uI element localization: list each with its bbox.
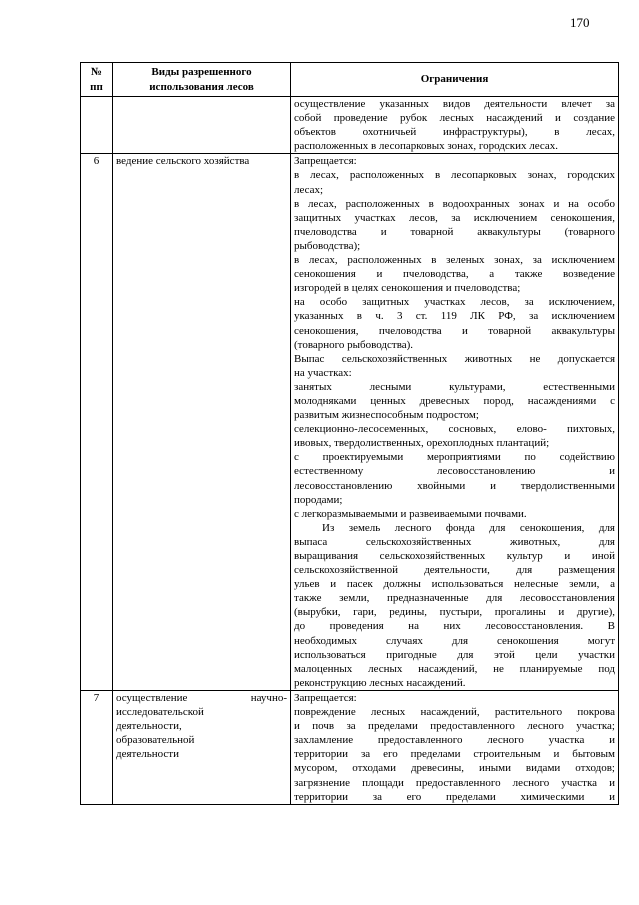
text-line: с легкоразмываемыми и развеиваемыми почвами. — [294, 507, 527, 520]
text-line: собой проведение рубок лесных насаждений и создание — [294, 112, 615, 125]
text-line: ульев и пасек должны использоваться нелесные земли, а — [294, 578, 615, 591]
text-line: до проведения на них лесовосстановления. В — [294, 620, 615, 633]
text-line: загрязнение площади предоставленного лесного участка и — [294, 776, 615, 789]
text-line: повреждение лесных насаждений, растительного покрова — [294, 706, 615, 719]
text-line: объектов охотничьей инфраструктуры), в лесах, — [294, 126, 615, 139]
text-line: молодняками ценных древесных пород, насаждениями с — [294, 394, 615, 407]
text-line: на особо защитных участках лесов, за исключением, — [294, 296, 615, 309]
text-line: осуществление указанных видов деятельности влечет за — [294, 98, 615, 110]
cell-num: 6 — [81, 154, 113, 691]
page-number: 170 — [570, 15, 590, 30]
text-line: захламление предоставленного лесного участка и — [294, 734, 615, 747]
text-line: выпаса сельскохозяйственных животных, для — [294, 535, 615, 548]
cell-kind — [113, 690, 291, 804]
header-kind: Виды разрешенного использования лесов — [113, 63, 291, 97]
text-line: занятых лесными культурами, естественными — [294, 380, 615, 393]
table-row-7 — [81, 690, 619, 804]
text-line: ивовых, твердолиственных, орехоплодных плантаций; — [294, 437, 550, 450]
text-line: Выпас сельскохозяйственных животных не допускается — [294, 352, 615, 365]
text-line: пчеловодства и товарной аквакультуры (товарного — [294, 225, 615, 238]
text-line: и почв за пределами предоставленного лесного участка; — [294, 720, 615, 733]
text-line: в лесах, расположенных в водоохранных зонах и на особо — [294, 197, 615, 210]
cell-restrictions-continuation — [291, 97, 619, 154]
header-num: № пп — [81, 63, 113, 97]
text-line: сенокошения и пчеловодства, а также возведение — [294, 268, 615, 281]
text-line: расположенных в лесопарковых зонах, городских лесах. — [294, 140, 559, 153]
header-restrictions: Ограничения — [291, 63, 619, 97]
text-line: с проектируемыми мероприятиями по содействию — [294, 451, 615, 464]
cell-kind: ведение сельского хозяйства — [113, 154, 291, 691]
text-line: указанных в ч. 3 ст. 119 ЛК РФ, за исключением — [294, 310, 615, 323]
kind-word: осуществление — [116, 691, 188, 704]
text-line: защитных участках лесов, за исключением сенокошения, — [294, 211, 615, 224]
restrictions-table — [80, 62, 619, 805]
text-line: Запрещается: — [294, 155, 357, 168]
text-line: необходимых случаях для сенокошения могут — [294, 634, 615, 647]
cell-restrictions — [291, 154, 619, 691]
cell-num: 7 — [81, 690, 113, 804]
text-line: территории за его пределами химическими и — [294, 790, 615, 803]
kind-first-line — [116, 691, 287, 705]
text-line: рыбоводства); — [294, 239, 361, 252]
text-line: сельскохозяйственной деятельности, для размещения — [294, 564, 615, 577]
table-row-continuation — [81, 97, 619, 154]
kind-line: исследовательской — [116, 706, 204, 719]
text-line: территории за его пределами строительным и бытовым — [294, 748, 615, 761]
cell-num-empty — [81, 97, 113, 154]
kind-line: деятельности — [116, 748, 179, 761]
text-line: малоценных лесных насаждений, не планируемые под — [294, 662, 615, 675]
text-line: Запрещается: — [294, 691, 357, 704]
text-line: (вырубки, гари, редины, пустыри, прогалины и другие), — [294, 606, 615, 619]
text-line: естественному лесовосстановлению и — [294, 465, 615, 478]
text-line: лесовосстановлению хвойными и твердолиственными — [294, 479, 615, 492]
text-line: развитым жизнеспособным подростом; — [294, 409, 479, 422]
text-line: на участках: — [294, 366, 352, 379]
kind-line: деятельности, — [116, 720, 182, 733]
text-line: селекционно-лесосеменных, сосновых, елово- пихтовых, — [294, 423, 615, 436]
text-line: породами; — [294, 493, 343, 506]
text-line: изгородей в целях сенокошения и пчеловодства; — [294, 282, 521, 295]
text-line: реконструкцию лесных насаждений. — [294, 676, 466, 689]
cell-restrictions — [291, 690, 619, 804]
text-line: выращивания сельскохозяйственных культур и иной — [294, 550, 615, 562]
kind-line: образовательной — [116, 734, 195, 747]
table-row-6 — [81, 154, 619, 691]
text-line: в лесах, расположенных в зеленых зонах, за исключением — [294, 254, 615, 267]
text-line: сенокошения, пчеловодства и товарной аквакультуры — [294, 324, 615, 337]
cell-kind-empty — [113, 97, 291, 154]
text-line: в лесах, расположенных в лесопарковых зонах, городских — [294, 169, 615, 182]
text-line: Из земель лесного фонда для сенокошения, для — [322, 521, 615, 534]
text-line: лесах; — [294, 183, 324, 196]
text-line: использоваться пригодные для этой цели участки — [294, 648, 615, 661]
text-line: также земли, предназначенные для лесовосстановления — [294, 592, 615, 605]
text-line: (товарного рыбоводства). — [294, 338, 414, 351]
kind-word: научно- — [250, 691, 287, 704]
text-line: мусором, отходами древесины, иными видами отходов; — [294, 762, 615, 775]
